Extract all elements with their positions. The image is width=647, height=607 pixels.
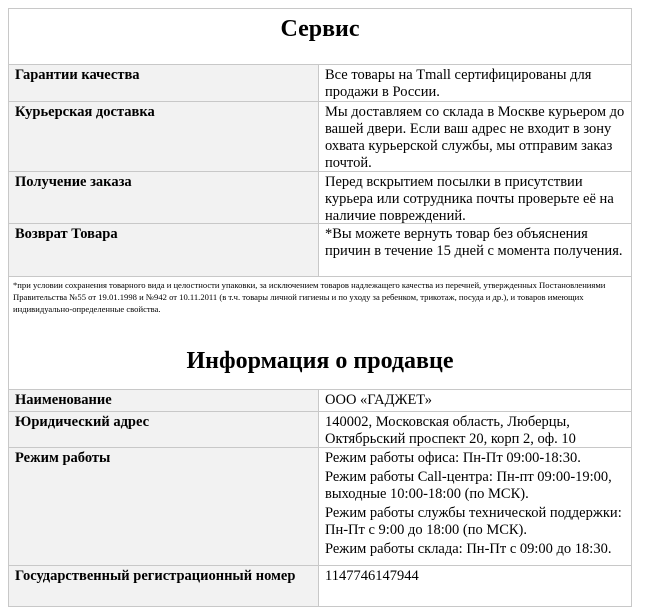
table-row xyxy=(9,64,631,101)
quality-guarantee-label: Гарантии качества xyxy=(9,65,319,101)
call-center-hours-text: Режим работы Call-центра: Пн-пт 09:00-19:00, выходные 10:00-18:00 (по МСК). xyxy=(325,469,612,502)
return-footnote: *при условии сохранения товарного вида и целостности упаковки, за исключением товаров надлежащего качества из перечней, утвержденных Постановлениями Правительства №55 от 19.01.1998 и №942 от 10.11.2011 (в т.ч. товары личной гигиены и по уходу за ребенком, трикотаж, посуда и др.), и товаров имеющих индивидуально-определенные свойства. xyxy=(9,276,631,317)
company-name-value: ООО «ГАДЖЕТ» xyxy=(325,392,433,408)
table-row xyxy=(9,447,631,565)
seller-section-title: Информация о продавце xyxy=(186,348,454,374)
working-hours-value xyxy=(319,448,631,565)
table-row xyxy=(9,389,631,411)
table-row xyxy=(9,101,631,171)
working-hours-label: Режим работы xyxy=(9,448,319,565)
registration-number-value: 1147746147944 xyxy=(325,568,419,584)
office-hours-text: Режим работы офиса: Пн-Пт 09:00-18:30. xyxy=(325,450,581,466)
table-row xyxy=(9,565,631,606)
registration-number-label: Государственный регистрационный номер xyxy=(9,566,319,606)
service-section-title: Сервис xyxy=(280,16,360,42)
order-receipt-label: Получение заказа xyxy=(9,172,319,223)
support-hours-text: Режим работы службы технической поддержки: Пн-Пт с 9:00 до 18:00 (по МСК). xyxy=(325,505,622,538)
table-row xyxy=(9,171,631,223)
order-receipt-value: Перед вскрытием посылки в присутствии курьера или сотрудника почты проверьте её на наличие повреждений. xyxy=(325,174,614,224)
product-return-label: Возврат Товара xyxy=(9,224,319,276)
product-return-value: *Вы можете вернуть товар без объяснения причин в течение 15 дней с момента получения. xyxy=(325,226,623,259)
quality-guarantee-value: Все товары на Tmall сертифицированы для продажи в России. xyxy=(325,67,592,100)
warehouse-hours-text: Режим работы склада: Пн-Пт с 09:00 до 18:30. xyxy=(325,541,612,557)
company-name-label: Наименование xyxy=(9,390,319,411)
courier-delivery-value: Мы доставляем со склада в Москве курьером до вашей двери. Если ваш адрес не входит в зону охвата курьерской службы, мы отправим заказ почтой. xyxy=(325,104,625,171)
table-row xyxy=(9,411,631,447)
courier-delivery-label: Курьерская доставка xyxy=(9,102,319,171)
seller-info-document xyxy=(8,8,632,607)
legal-address-label: Юридический адрес xyxy=(9,412,319,447)
table-row xyxy=(9,223,631,276)
legal-address-value: 140002, Московская область, Люберцы, Октябрьский проспект 20, корп 2, оф. 10 xyxy=(325,414,576,447)
